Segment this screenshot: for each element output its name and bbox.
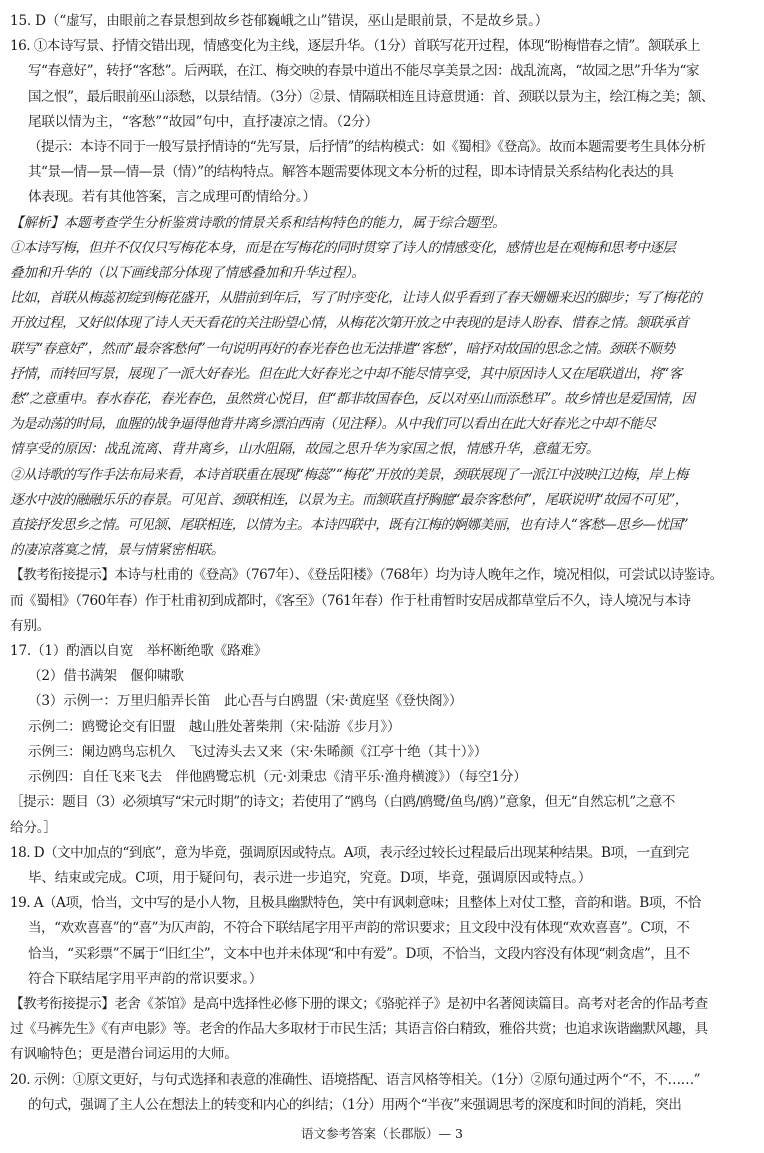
text-line: 尾联以情为主，“客愁”“故园”句中，直抒凄凉之情。（2分） — [28, 113, 379, 130]
text-line: 19. A（A项，恰当，文中写的是小人物，且极具幽默特色，笑中有讽刺意味；且整体上对仗工整，音韵和谐。B项，不恰 — [10, 895, 701, 912]
text-line: 为是动荡的时局，血腥的战争逼得他背井离乡漂泊西南（见注释）。从中我们可以看出在此大好春光之中却不能尽 — [10, 416, 656, 433]
text-line: 联写“春意好”，然而“最奈客愁何”一句说明再好的春光春色也无法排遣“客愁”，暗抒对故国的思念之情。颈联不顺势 — [10, 340, 675, 357]
text-line: 有讽喻特色；更是潜台词运用的大师。 — [10, 1046, 238, 1063]
text-line: 毕、结束或完成。C项，用于疑问句，表示进一步追究，究竟。D项，毕竟，强调原因或特点。） — [28, 869, 592, 886]
text-line: 符合下联结尾字用平声韵的常识要求。） — [28, 970, 263, 987]
text-line: ②从诗歌的写作手法布局来看，本诗首联重在展现“梅蕊”“梅花”开放的美景，颈联展现了一派江中波映江边梅，岸上梅 — [10, 466, 688, 483]
text-line: 给分。］ — [10, 819, 57, 836]
text-line: 国之恨”，最后眼前巫山添愁，以景结情。（3分）②景、情隔联相连且诗意贯通：首、颈联以景为主，绘江梅之美；颔、 — [28, 88, 714, 105]
text-line: 16. ①本诗写景、抒情交错出现，情感变化为主线，逐层升华。（1分）首联写花开过程，体现“盼梅惜春之情”。颔联承上 — [10, 38, 701, 55]
page-footer: 语文参考答案（长郡版）— 3 — [301, 1126, 463, 1141]
text-line: 开放过程，又好似体现了诗人天天看花的关注盼望心情，从梅花次第开放之中表现的是诗人盼春、惜春之情。颔联承首 — [10, 315, 689, 332]
text-line: 17.（1）酌酒以自宽 举杯断绝歌《路难》 — [10, 643, 268, 660]
text-line: 18. D（文中加点的“到底”，意为毕竟，强调原因或特点。A项，表示经过较长过程最后出现某种结果。B项，一直到完 — [10, 844, 689, 861]
text-line: 比如，首联从梅蕊初绽到梅花盛开，从腊前到年后，写了时序变化，让诗人似乎看到了春天姗姗来迟的脚步；写了梅花的 — [10, 290, 702, 307]
text-line: 【解析】本题考查学生分析鉴赏诗歌的情景关系和结构特色的能力，属于综合题型。 — [10, 214, 506, 231]
text-line: 的凄凉落寞之情，景与情紧密相联。 — [10, 542, 225, 559]
text-line: （2）借书满架 偃仰啸歌 — [28, 668, 184, 685]
text-line: （3）示例一：万里归船弄长笛 此心吾与白鸥盟（宋·黄庭坚《登快阁》） — [28, 693, 463, 710]
answer-content — [10, 9, 754, 1118]
text-line: 体表现。若有其他答案，言之成理可酌情给分。） — [28, 189, 316, 206]
text-line: 恰当，“买彩票”不属于“旧红尘”，文本中也并未体现“和中有爱”。D项，不恰当，文段内容没有体现“刺贪虐”，且不 — [28, 945, 690, 962]
text-line: 情享受的原因：战乱流离、背井离乡，山水阻隔，故园之思升华为家国之恨，情感升华，意蕴无穷。 — [10, 441, 600, 458]
text-line: 过《马裤先生》《有声电影》等。老舍的作品大多取材于市民生活；其语言俗白精致，雅俗共赏；也追求诙谐幽默风趣，具 — [10, 1021, 708, 1038]
text-line: ①本诗写梅，但并不仅仅只写梅花本身，而是在写梅花的同时贯穿了诗人的情感变化，感情也是在观梅和思考中逐层 — [10, 239, 676, 256]
text-line: 示例二：鸥鹭论交有旧盟 越山胜处著柴荆（宋·陆游《步月》） — [28, 718, 401, 735]
text-line: 直接抒发思乡之情。可见颔、尾联相连，以情为主。本诗四联中，既有江梅的婀娜美丽，也有诗人“客愁—思乡—忧国” — [10, 517, 689, 534]
text-line: 其“景—情—景—情—景（情）”的结构特点。解答本题需要体现文本分析的过程，即本诗情景关系结构化表达的具 — [28, 164, 674, 181]
text-line: （提示：本诗不同于一般写景抒情诗的“先写景，后抒情”的结构模式：如《蜀相》《登高》。故而本题需要考生具体分析 — [28, 139, 706, 156]
text-line: 【教考衔接提示】本诗与杜甫的《登高》（767年）、《登岳阳楼》（768年）均为诗人晚年之作，境况相似，可尝试以诗鉴诗。 — [10, 567, 723, 584]
text-line: 示例三：阑边鸥鸟忘机久 飞过涛头去又来（宋·朱晞颜《江亭十绝（其十）》） — [28, 743, 488, 760]
text-line: 【教考衔接提示】老舍《茶馆》是高中选择性必修下册的课文；《骆驼祥子》是初中名著阅读篇目。高考对老舍的作品考查 — [10, 995, 708, 1012]
text-line: 示例四：自任飞来飞去 伴他鸥鹭忘机（元·刘秉忠《清平乐·渔舟横渡》）（每空1分） — [28, 769, 527, 786]
text-line: 而《蜀相》（760年春）作于杜甫初到成都时，《客至》（761年春）作于杜甫暂时安居成都草堂后不久，诗人境况与本诗 — [10, 592, 691, 609]
text-line: 有别。 — [10, 617, 51, 634]
text-line: 抒情，而转回写景，展现了一派大好春光。但在此大好春光之中却不能尽情享受，其中原因诗人又在尾联道出，将“客 — [10, 365, 682, 382]
text-line: 15. D（“虚写，由眼前之春景想到故乡苍郁巍峨之山”错误，巫山是眼前景，不是故乡景。） — [10, 13, 549, 29]
text-line: 的句式，强调了主人公在想法上的转变和内心的纠结；（1分）用两个“半夜”来强调思考的深度和时间的消耗，突出 — [28, 1096, 682, 1113]
text-line: 写“春意好”，转抒“客愁”。后两联，在江、梅交映的春景中道出不能尽享美景之因：战乱流离，“故园之思”升华为“家 — [28, 63, 699, 80]
text-line: 逐水中波的融融乐乐的春景。可见首、颈联相连，以景为主。而颔联直抒胸臆“最奈客愁何”，尾联说明“故园不可见”， — [10, 491, 688, 508]
text-line: 愁”之意重申。春水春花，春光春色，虽然赏心悦目，但“都非故国春色，反以对巫山而添愁耳”。故乡情也是爱国情，因 — [10, 391, 695, 408]
text-line: 当，“欢欢喜喜”的“喜”为仄声韵，不符合下联结尾字用平声韵的常识要求；且文段中没有体现“欢欢喜喜”。C项，不 — [28, 920, 690, 937]
text-line: 20. 示例：①原文更好，与句式选择和表意的准确性、语境搭配、语言风格等相关。（1分）②原句通过两个“不，不……” — [10, 1071, 701, 1088]
text-line: ［提示：题目（3）必须填写“宋元时期”的诗文；若使用了“鸥鸟（白鸥/鸥鹭/鱼鸟/鸥）”意象，但无“自然忘机”之意不 — [10, 794, 675, 811]
text-line: 叠加和升华的（以下画线部分体现了情感叠加和升华过程）。 — [10, 265, 365, 282]
